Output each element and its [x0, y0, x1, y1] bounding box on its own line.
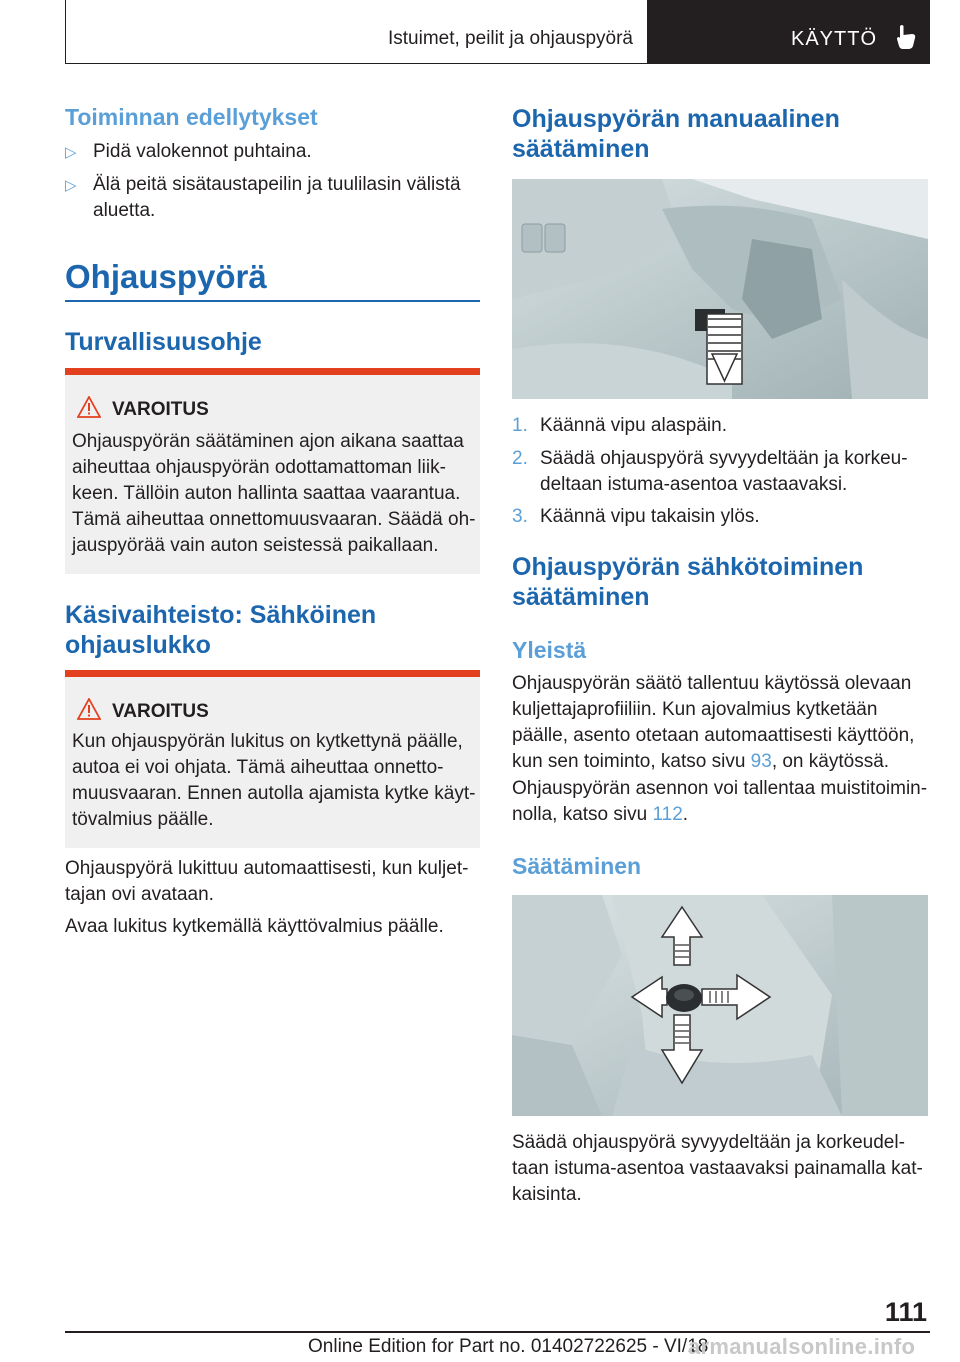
footer-watermark: armanualsonline.info	[688, 1334, 916, 1359]
adjust-heading: Säätäminen	[512, 853, 642, 879]
page-number: 111	[884, 1297, 927, 1327]
page-link-112[interactable]: 112	[652, 804, 683, 825]
step-2: 2. Säädä ohjauspyörä syvyydeltään ja korkeu-	[512, 448, 908, 469]
prereq-item-1: ▷ Pidä valokennot puhtaina.	[65, 139, 312, 166]
triangle-bullet-icon: ▷	[65, 144, 77, 161]
header-section-tab	[648, 0, 930, 64]
warning-label: VAROITUS	[112, 701, 209, 722]
warning-bar	[65, 670, 480, 677]
steering-switch-illustration	[512, 895, 928, 1116]
step-2-cont: deltaan istuma-asentoa vastaavaksi.	[540, 474, 848, 495]
warning-box-2	[65, 670, 480, 848]
main-title: Ohjauspyörä	[65, 258, 267, 295]
main-title-rule	[65, 300, 480, 302]
memory-paragraph: Ohjauspyörän asennon voi tallentaa muistitoimin- nolla, katso sivu 112.	[512, 778, 928, 825]
header-chapter-title: Istuimet, peilit ja ohjauspyörä	[387, 28, 633, 49]
page-link-93[interactable]: 93	[750, 751, 772, 772]
electric-adjust-image	[512, 895, 928, 1116]
step-1: 1. Käännä vipu alaspäin.	[512, 415, 727, 436]
safety-heading: Turvallisuusohje	[65, 328, 262, 356]
warning-text-2: Kun ohjauspyörän lukitus on kytkettynä päälle, autoa ei voi ohjata. Tämä aiheuttaa onnetto- muusvaaran. Ennen autolla ajamista kytke käyt- tövalmius päälle.	[72, 731, 476, 830]
warning-triangle-icon	[77, 698, 101, 720]
prereq-heading: Toiminnan edellytykset	[65, 104, 318, 130]
footer-rule	[65, 1331, 930, 1333]
warning-triangle-icon	[77, 396, 101, 418]
header-section-title: KÄYTTÖ	[791, 28, 878, 50]
warning-label: VAROITUS	[112, 399, 209, 420]
lock-paragraph-1: Ohjauspyörä lukittuu automaattisesti, kun kuljet- tajan ovi avataan.	[65, 858, 469, 905]
warning-box-1	[65, 368, 480, 574]
manual-heading: Ohjauspyörän manuaalinen säätäminen	[512, 105, 840, 163]
manual-adjust-image	[512, 179, 928, 399]
general-paragraph: Ohjauspyörän säätö tallentuu käytössä olevaan kuljettajaprofiiliin. Kun ajovalmius kytketään päälle, asento otetaan automaattisesti käyttöön, kun sen toiminto, katso sivu 93, on käytössä.	[512, 673, 915, 772]
prereq-item-2-cont: aluetta.	[93, 200, 156, 221]
warning-text-1: Ohjauspyörän säätäminen ajon aikana saattaa aiheuttaa ohjauspyörän odottamattoman liik- keen. Tällöin auton hallinta saattaa vaarantua. Tämä aiheuttaa onnettomuusvaaran. Säädä oh- jauspyörää vain auton seistessä paikallaan.	[72, 431, 476, 556]
footer-edition: Online Edition for Part no. 01402722625 - VI/18	[308, 1336, 709, 1357]
lock-heading: Käsivaihteisto: Sähköinen ohjauslukko	[65, 601, 377, 659]
warning-bar	[65, 368, 480, 375]
electric-heading: Ohjauspyörän sähkötoiminen säätäminen	[512, 553, 864, 611]
general-heading: Yleistä	[512, 637, 587, 663]
steering-lever-illustration	[512, 179, 928, 399]
triangle-bullet-icon: ▷	[65, 177, 77, 194]
header-chapter-box	[65, 0, 648, 64]
prereq-item-2: ▷ Älä peitä sisätaustapeilin ja tuulilasin välistä	[65, 172, 461, 199]
pointing-hand-icon	[894, 24, 918, 50]
lock-paragraph-2: Avaa lukitus kytkemällä käyttövalmius päälle.	[65, 916, 444, 937]
step-3: 3. Käännä vipu takaisin ylös.	[512, 506, 760, 527]
adjust-paragraph: Säädä ohjauspyörä syvyydeltään ja korkeudel- taan istuma-asentoa vastaavaksi painamalla kat- kaisinta.	[512, 1132, 923, 1205]
